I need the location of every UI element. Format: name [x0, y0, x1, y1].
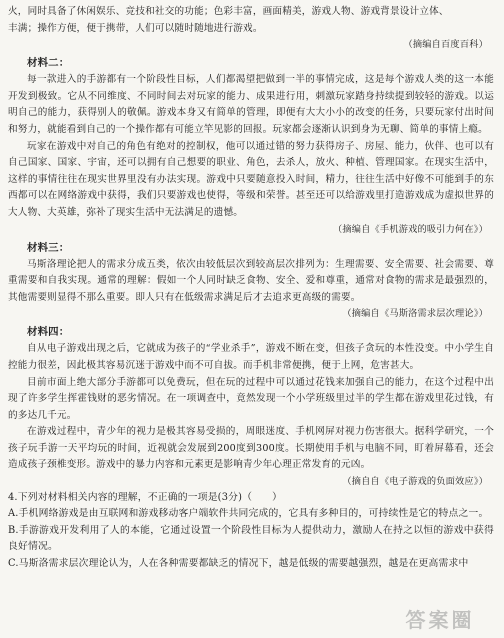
- paragraph: 自从电子游戏出现之后，它就成为孩子的“学业杀手”，游戏不断在变，但孩子贪玩的本性没变。中小学生自控能力很差，因此极其容易沉迷于游戏中而不可自拔。而手机非常便携，便于上网，危害甚大。: [8, 343, 494, 371]
- paragraph: 玩家在游戏中对自己的角色有绝对的控制权，他可以通过错的努力获得房子、房屋、能力，伙伴、也可以有自己国家、国家、宇宙，还可以拥有自己想要的职业、角色，去杀人，放火、种植、管理国家。在现实生活中，这样的事情往往在现实世界里没有办法实现。游戏中只要随意投入时间，精力，往往生活中好像不可能到手的东西都可以在网络游戏中获得，我们只要游戏也使得，等级和荣誉。甚至还可以给游戏里打造游戏成为虚拟世界的大人物、大英雄，弥补了现实生活中无法满足的遗憾。: [8, 140, 494, 218]
- source-citation: （摘自自《电子游戏的负面效应》）: [342, 476, 488, 488]
- option-c: C.马斯洛需求层次理论认为，人在各种需要都缺乏的情况下，越是低级的需要越强烈，越是在更高需求中: [8, 557, 469, 569]
- material-heading: 材料四：: [27, 326, 70, 339]
- option-b: B.手游游戏开发利用了人的本能，它通过设置一个阶段性目标为人提供动力，激励人在持之以恒的游戏中获得良好情况。: [8, 524, 494, 553]
- paragraph: 目前市面上绝大部分手游都可以免费玩，但在玩的过程中可以通过花钱来加强自己的能力，在这个过程中出现了许多学生挥霍钱财的恶劣情况。在一项调查中，竟然发现一个小学班级里过半的学生都在游戏里花过钱，有的多达几千元。: [8, 376, 494, 421]
- watermark-logo: 答案圈: [405, 607, 475, 632]
- question-stem: 4.下列对材料相关内容的理解，不正确的一项是(3分)（ ）: [8, 492, 283, 504]
- intro-line: 丰满；操作方便，便于携带，人们可以随时随地进行游戏。: [8, 22, 263, 34]
- paragraph: 在游戏过程中，青少年的视力是极其容易受损的，周眼迷度、手机网屏对视力伤害很大。据科学研究，一个孩子玩手游一天平均玩的时间，近视就会发展到200度到300度。长期使用手机与电脑不同，盯着屏幕看，还会造成孩子颈椎变形。游戏中的暴力内容和元素更是影响青少年心理正常发育的元凶。: [8, 426, 494, 471]
- material-heading: 材料二：: [27, 57, 70, 70]
- material-heading: 材料三：: [27, 241, 70, 254]
- paragraph: 马斯洛理论把人的需求分成五类，依次由较低层次到较高层次排列为：生理需要、安全需要、社会需要、尊重需要和自我实现。通常的理解：假如一个人同时缺乏食物、安全、爱和尊重，通常对食物的需求是最强烈的，其他需要则显得不那么重要。即人只有在低级需求满足后才去追求更高级的需要。: [8, 258, 494, 303]
- source-citation: （摘编自《手机游戏的吸引力何在》）: [333, 223, 488, 235]
- source-citation: （摘编自《马斯洛需求层次理论》）: [342, 308, 488, 320]
- source-citation: （摘编自百度百科）: [403, 39, 488, 51]
- intro-line: 火，同时具备了休闲娱乐、竞技和社交的功能；色彩丰富，画面精美，游戏人物、游戏背景设计立体、: [8, 6, 449, 17]
- option-a: A.手机网络游戏是由互联网和游戏移动客户端软件共同完成的，它具有多种目的，可持续性是它的特点之一。: [8, 508, 489, 520]
- paragraph: 每一款进入的手游都有一个阶段性目标，人们都渴望把做到一半的事情完成，这是每个游戏人类的这一本能开发到极致。它从不同维度、不同时间去对玩家的能力、成果进行用，刺激玩家踏身持续提到较轻的游戏。以运明自己的能力，获得别人的敬佩。游戏本身又有简单的管理，即便有大大小小的改变的任务，只要玩家付出时间和努力，就能看到自己的一个操作都有可能立竿见影的回报。玩家都会逐渐认识到身为无聊、简单的事情上瘾。: [8, 74, 494, 135]
